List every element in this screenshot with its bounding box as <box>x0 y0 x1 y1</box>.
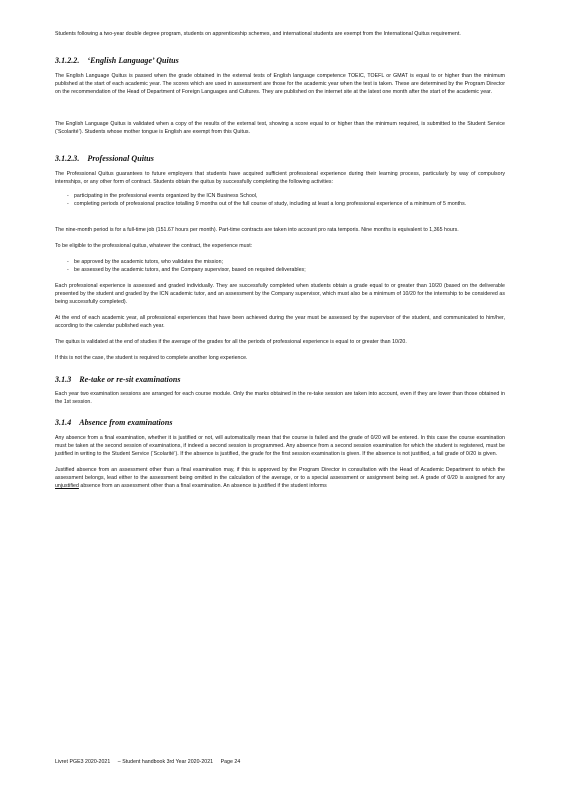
footer-left: Livret PGE3 2020-2021 <box>55 759 111 765</box>
paragraph-text: absence from an assessment other than a final examination. An absence is justified if the student informs <box>80 483 327 490</box>
paragraph: Any absence from a final examination, whether it is justified or not, will automatically mean that the course is failed and the grade of 0/20 will be entered. In this case the course examination must be taken at the second session of examinations, if indeed a second session is programmed. Any absence from a second session examination for which the student is registered, must be justified in writing to the Student Service (‘Scolarité’). If the absence is justified, the grade for the first session examination is given. If the absence is not justified, a fail grade of 0/20 is given. <box>55 434 505 457</box>
list-item: - be approved by the academic tutors, who validates the mission; <box>67 258 505 266</box>
paragraph <box>55 466 505 490</box>
emphasis-text: unjustified <box>55 483 79 490</box>
list-item: - completing periods of professional practice totalling 9 months out of the full course of study, including at least a long professional experience of a minimum of 5 months. <box>67 200 505 208</box>
paragraph: The English Language Quitus is validated when a copy of the results of the external test, showing a score equal to or higher than the minimum required, is submitted to the Student Service (‘Scolarité’). Students whose mother tongue is English are exempt from this Quitus. <box>55 120 505 135</box>
paragraph: The English Language Quitus is passed when the grade obtained in the external tests of English language competence TOEIC, TOEFL or GMAT is equal to or higher than the minimum published at the start of each academic year. The scores which are used in assessment are those for the academic year when the test is taken. These are determined by the Program Director on the recommendation of the Head of Department of Foreign Languages and Cultures. They are published on the internet site at the latest one month after the start of the academic year. <box>55 72 505 95</box>
section-heading-professional-quitus <box>55 154 505 164</box>
section-number: 3.1.2.2. <box>55 56 80 66</box>
paragraph: To be eligible to the professional quitus, whatever the contract, the experience must: <box>55 242 253 249</box>
intro-paragraph: Students following a two-year double degree program, students on apprenticeship schemes, and international students are exempt from the International Quitus requirement. <box>55 31 461 37</box>
list-item: - be assessed by the academic tutors, and the Company supervisor, based on required deliverables; <box>67 266 505 274</box>
eligibility-list <box>55 258 505 274</box>
section-title: ‘English Language’ Quitus <box>87 56 179 66</box>
activities-list <box>55 192 505 208</box>
section-number: 3.1.2.3. <box>55 153 80 163</box>
section-heading-english-quitus <box>55 56 505 66</box>
section-number: 3.1.4 <box>55 418 72 428</box>
paragraph-text: Justified absence from an assessment other than a final examination may, if this is approved by the Program Director in consultation with the Head of Academic Department to which the assessment belongs, lead either to the assessment being omitted in the calculation of the average, or to a special assessment or assignment being set. A grade of 0/20 is assigned for any <box>55 467 505 482</box>
list-item: - participating in the professional events organized by the ICN Business School, <box>67 192 505 200</box>
section-title: Absence from examinations <box>79 418 173 428</box>
paragraph: At the end of each academic year, all professional experiences that have been achieved during the year must be assessed by the supervisor of the student, and communicated to him/her, according to the calendar published each year. <box>55 315 505 330</box>
paragraph: The quitus is validated at the end of studies if the average of the grades for all the periods of professional experience is equal to or greater than 10/20. <box>55 339 407 346</box>
section-title: Professional Quitus <box>87 153 154 163</box>
section-heading-absence <box>55 418 505 428</box>
paragraph: The Professional Quitus guarantees to future employers that students have acquired sufficient professional experience during their learning process, particularly by way of compulsory internships, or any other form of contract. Students obtain the quitus by successfully completing the following activities: <box>55 170 505 185</box>
paragraph: Each professional experience is assessed and graded individually. They are successfully completed when students obtain a grade equal to or greater than 10/20 (based on the deliverable presented by the student and graded by the ICN academic tutor, and an assessment by the Company supervisor, which must also be a minimum of 10/20 for the internship to be considered as being successfully completed). <box>55 283 505 306</box>
footer-middle: – Student handbook 3rd Year 2020-2021 <box>117 759 214 765</box>
paragraph: The nine-month period is for a full-time job (151.67 hours per month). Part-time contracts are taken into account pro rata temporis. Nine months is equivalent to 1,365 hours. <box>55 226 459 233</box>
section-heading-retake <box>55 375 505 385</box>
document-page <box>55 30 505 790</box>
footer-page-number: Page 24 <box>220 759 241 765</box>
paragraph: If this is not the case, the student is required to complete another long experience. <box>55 355 248 362</box>
section-title: Re-take or re-sit examinations <box>79 374 181 384</box>
page-footer <box>55 758 246 766</box>
paragraph: Each year two examination sessions are arranged for each course module. Only the marks obtained in the re-take session are taken into account, even if they are lower than those obtained in the 1st session. <box>55 391 505 406</box>
section-number: 3.1.3 <box>55 374 72 384</box>
